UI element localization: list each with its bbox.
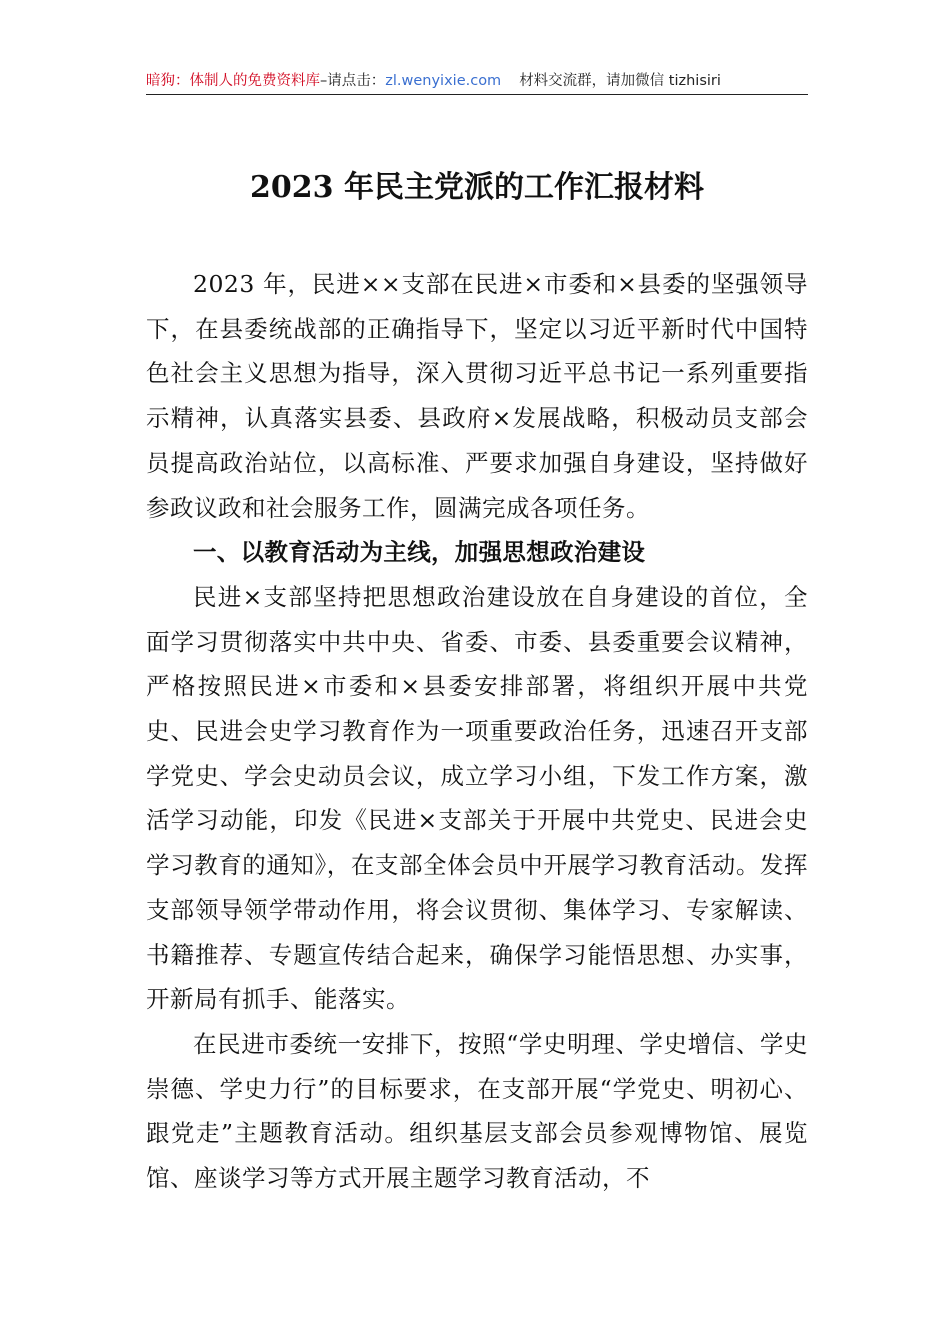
section-1-paragraph-2: 在民进市委统一安排下，按照“学史明理、学史增信、学史崇德、学史力行”的目标要求，在支部开展“学党史、明初心、跟党走”主题教育活动。组织基层支部会员参观博物馆、展览馆、座谈学习等方式开展主题学习教育活动，不	[146, 1029, 808, 1193]
intro-paragraph: 2023 年，民进××支部在民进×市委和×县委的坚强领导下，在县委统战部的正确指导下，坚定以习近平新时代中国特色社会主义思想为指导，深入贯彻习近平总书记一系列重要指示精神，认真落实县委、县政府×发展战略，积极动员支部会员提高政治站位，以高标准、严要求加强自身建设，坚持做好参政议政和社会服务工作，圆满完成各项任务。	[146, 270, 808, 522]
header-group-note: 材料交流群，请加微信 tizhisiri	[519, 73, 721, 89]
section-1-heading: 一、以教育活动为主线，加强思想政治建设	[193, 538, 646, 567]
document-title: 2023 年民主党派的工作汇报材料	[250, 170, 704, 205]
section-1-paragraph-1: 民进×支部坚持把思想政治建设放在自身建设的首位，全面学习贯彻落实中共中央、省委、市委、县委重要会议精神，严格按照民进×市委和×县委安排部署，将组织开展中共党史、民进会史学习教育作为一项重要政治任务，迅速召开支部学党史、学会史动员会议，成立学习小组，下发工作方案，激活学习动能，印发《民进×支部关于开展中共党史、民进会史学习教育的通知》，在支部全体会员中开展学习教育活动。发挥支部领导领学带动作用，将会议贯彻、集体学习、专家解读、书籍推荐、专题宣传结合起来，确保学习能悟思想、办实事，开新局有抓手、能落实。	[146, 582, 808, 1014]
page-header	[146, 70, 808, 95]
header-url-link[interactable]: zl.wenyixie.com	[385, 73, 502, 89]
document-body	[146, 262, 808, 1201]
header-prompt: –请点击：	[320, 73, 386, 89]
header-brand-link[interactable]: 暗狗：体制人的免费资料库	[146, 73, 320, 89]
